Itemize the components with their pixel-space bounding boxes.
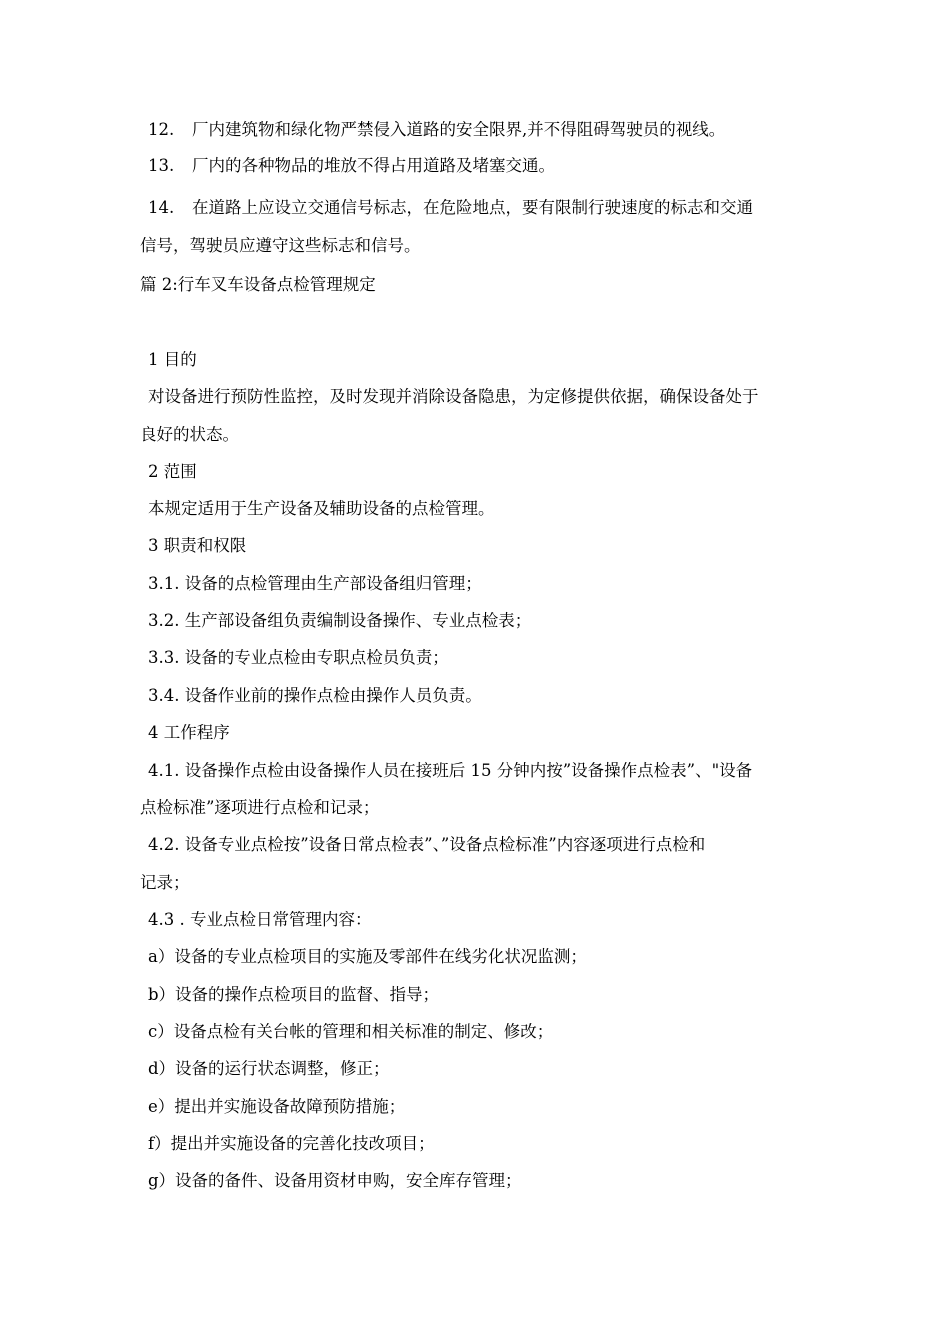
list-text: 在道路上应设立交通信号标志，在危险地点，要有限制行驶速度的标志和交通	[192, 198, 753, 217]
sub-list-item: b）设备的操作点检项目的监督、指导；	[148, 985, 440, 1004]
sub-list-item: c）设备点检有关台帐的管理和相关标准的制定、修改；	[148, 1022, 554, 1041]
section-body: 对设备进行预防性监控，及时发现并消除设备隐患，为定修提供依据，确保设备处于	[148, 387, 759, 406]
list-item: 3.4. 设备作业前的操作点检由操作人员负责。	[148, 686, 482, 705]
list-item: 4.3 . 专业点检日常管理内容：	[148, 910, 372, 929]
list-item: 3.3. 设备的专业点检由专职点检员负责；	[148, 648, 449, 667]
sub-list-item: f）提出并实施设备的完善化技改项目；	[148, 1134, 435, 1153]
list-number: 14.	[148, 198, 175, 217]
list-item: 4.1. 设备操作点检由设备操作人员在接班后 15 分钟内按”设备操作点检表”、"设备	[148, 761, 753, 780]
list-item: 3.1. 设备的点检管理由生产部设备组归管理；	[148, 574, 482, 593]
section-heading-responsibilities: 3 职责和权限	[148, 536, 247, 555]
list-item-continuation: 点检标准”逐项进行点检和记录；	[140, 798, 380, 817]
sub-list-item: a）设备的专业点检项目的实施及零部件在线劣化状况监测；	[148, 947, 587, 966]
list-text: 厂内建筑物和绿化物严禁侵入道路的安全限界,并不得阻碍驾驶员的视线。	[192, 120, 726, 139]
list-item: 3.2. 生产部设备组负责编制设备操作、专业点检表；	[148, 611, 532, 630]
sub-list-item: d）设备的运行状态调整，修正；	[148, 1059, 390, 1078]
sub-list-item: g）设备的备件、设备用资材申购，安全库存管理；	[148, 1171, 522, 1190]
section-body: 本规定适用于生产设备及辅助设备的点检管理。	[148, 499, 495, 518]
list-item: 4.2. 设备专业点检按”设备日常点检表”、”设备点检标准”内容逐项进行点检和	[148, 835, 706, 854]
list-item-14	[140, 197, 830, 219]
list-item-12	[140, 119, 830, 141]
section-heading-scope: 2 范围	[148, 462, 197, 481]
section-heading-purpose: 1 目的	[148, 350, 197, 369]
list-text: 厂内的各种物品的堆放不得占用道路及堵塞交通。	[192, 156, 555, 175]
section-body-continuation: 良好的状态。	[140, 425, 239, 444]
list-number: 12.	[148, 120, 175, 139]
article-title: 篇 2:行车叉车设备点检管理规定	[140, 275, 376, 294]
list-item-13	[140, 155, 830, 177]
list-item-14-continuation: 信号，驾驶员应遵守这些标志和信号。	[140, 236, 421, 255]
sub-list-item: e）提出并实施设备故障预防措施；	[148, 1097, 406, 1116]
section-heading-procedure: 4 工作程序	[148, 723, 230, 742]
list-number: 13.	[148, 156, 175, 175]
list-item-continuation: 记录；	[140, 873, 190, 892]
